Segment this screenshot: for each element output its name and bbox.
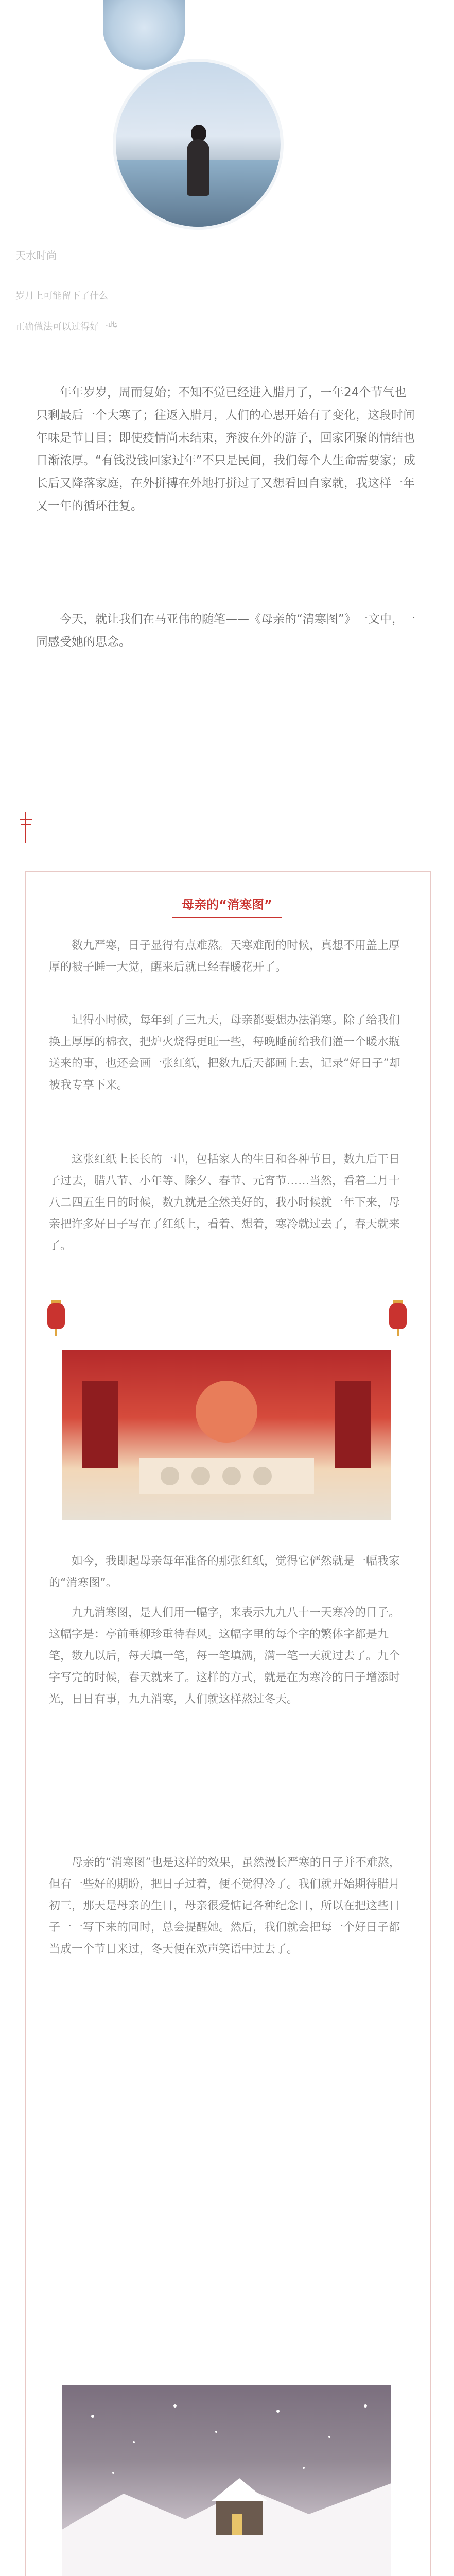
new-year-photo (62, 1350, 391, 1520)
card-paragraph-6: 母亲的“消寒图”也是这样的效果，虽然漫长严寒的日子并不难熬，但有一些好的期盼，把日子过着，便不觉得冷了。我们就开始期待腊月初三，那天是母亲的生日，母亲很爱惦记各种纪念日，所以在把这些日子一一写下来的同时，总会提醒她。然后，我们就会把每一个好日子都当成一个节日来过，冬天便在欢声笑语中过去了。 (49, 1856, 400, 1956)
snow-village-photo (62, 2385, 391, 2576)
intro-paragraph-2: 今天，就让我们在马亚伟的随笔——《母亲的“清寒图”》一文中，一同感受她的思念。 (36, 613, 415, 649)
article-card (25, 871, 431, 2576)
header-caption-3: 正确做法可以过得好一些 (15, 321, 117, 332)
card-paragraph-5: 九九消寒图，是人们用一幅字，来表示九九八十一天寒冷的日子。这幅字是：亭前垂柳珍重待春风。这幅字里的每个字的繁体字都是九笔，数九以后，每天填一笔，每一笔填满，满一笔一天就过去了。九个字写完的时候，春天就来了。这样的方式，就是在为寒冷的日子增添时光，日日有事，九九消寒，人们就这样熬过冬天。 (49, 1606, 400, 1706)
card-title: 母亲的“消寒图” (182, 897, 272, 912)
card-paragraph-3: 这张红纸上长长的一串，包括家人的生日和各种节日，数九后干日子过去，腊八节、小年等、除夕、春节、元宵节……当然，看着二月十八二四五生日的时候，数九就是全然美好的，我小时候就一年下来，母亲把许多好日子写在了红纸上，看着、想着，寒冷就过去了，春天就来了。 (49, 1153, 400, 1252)
card-corner-ornament (19, 812, 33, 843)
card-paragraph-1: 数九严寒，日子显得有点难熬。天寒难耐的时候，真想不用盖上厚厚的被子睡一大觉，醒来后就已经春暖花开了。 (49, 939, 400, 974)
header-caption-2: 岁月上可能留下了什么 (15, 291, 108, 301)
header-caption-1: 天水时尚 (15, 249, 57, 262)
person-figure (187, 139, 209, 196)
header-photo-woman-sea (116, 62, 281, 227)
lantern-right-icon (389, 1298, 407, 1334)
card-paragraph-4: 如今，我即起母亲每年准备的那张红纸，觉得它俨然就是一幅我家的“消寒图”。 (49, 1555, 400, 1589)
title-underline (172, 917, 282, 918)
card-paragraph-2: 记得小时候，每年到了三九天，母亲都要想办法消寒。除了给我们换上厚厚的棉衣，把炉火烧得更旺一些，每晚睡前给我们灌一个暖水瓶送来的事，也还会画一张红纸，把数九后天都画上去，记录“好日子”却被我专享下来。 (49, 1014, 400, 1092)
header-photo-small (103, 0, 185, 70)
intro-paragraph-1: 年年岁岁，周而复始；不知不觉已经进入腊月了，一年24个节气也只剩最后一个大寒了；往返入腊月，人们的心思开始有了变化，这段时间年味是节日目；即使疫情尚未结束，奔波在外的游子，回家团聚的情结也日渐浓厚。“有钱没钱回家过年”不只是民间，我们每个人生命需要家；成长后又降落家庭，在外拼搏在外地打拼过了又想看回自家就，我这样一年又一年的循环往复。 (36, 386, 415, 513)
lantern-left-icon (47, 1298, 65, 1334)
